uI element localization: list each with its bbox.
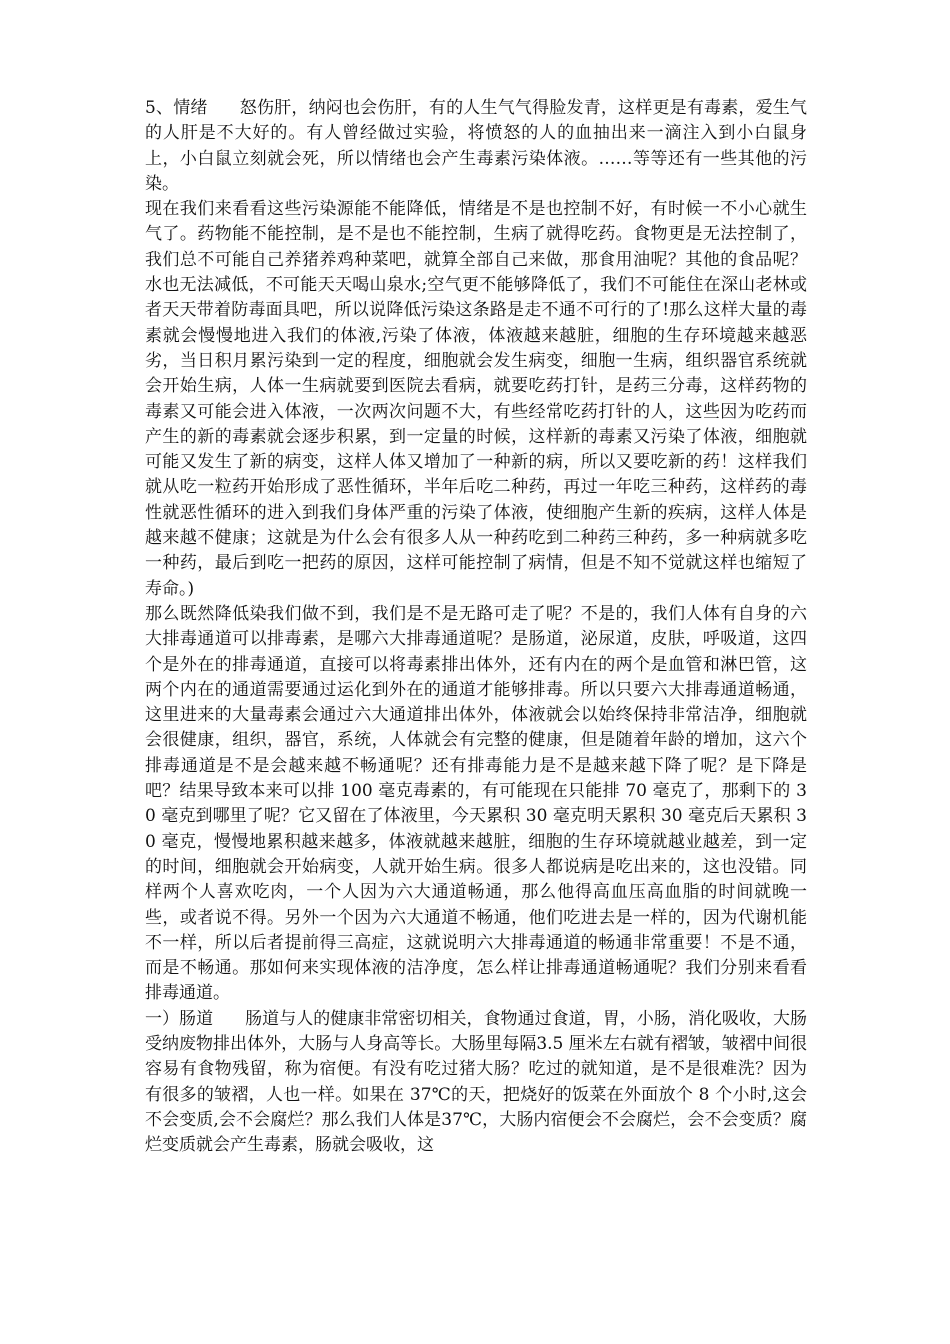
section-heading-intestine: 一）肠道 [145, 1008, 214, 1029]
paragraph-text: 肠道与人的健康非常密切相关，食物通过食道，胃，小肠，消化吸收，大肠受纳废物排出体外，大肠与人身高等长。大肠里每隔3.5 厘米左右就有褶皱，皱褶中间很容易有食物残留，称为宿便。有没有吃过猪大肠？吃过的就知道，是不是很难洗？因为有很多的皱褶，人也一样。如果在 37℃的天，把烧好的饭菜在外面放个 8 个小时,这会不会变质,会不会腐烂？那么我们人体是37℃，大肠内宿便会不会腐烂，会不会变质？腐烂变质就会产生毒素，肠就会吸收，这 [145, 1008, 807, 1156]
paragraph-emotion [145, 96, 807, 197]
paragraph-text: 那么既然降低染我们做不到，我们是不是无路可走了呢？不是的，我们人体有自身的六大排毒通道可以排毒素，是哪六大排毒通道呢？是肠道，泌尿道，皮肤，呼吸道，这四个是外在的排毒通道，直接可以将毒素排出体外，还有内在的两个是血管和淋巴管，这两个内在的通道需要通过运化到外在的通道才能够排毒。所以只要六大排毒通道畅通，这里进来的大量毒素会通过六大通道排出体外，体液就会以始终保持非常洁净，细胞就会很健康，组织，器官，系统，人体就会有完整的健康，但是随着年龄的增加，这六个排毒通道是不是会越来越不畅通呢？还有排毒能力是不是越来越下降了呢？是下降是吧？结果导致本来可以排 100 毫克毒素的，有可能现在只能排 70 毫克了，那剩下的 30 毫克到哪里了呢？它又留在了体液里，今天累积 30 毫克明天累积 30 毫克后天累积 30 毫克，慢慢地累积越来越多，体液就越来越脏，细胞的生存环境就越业越差，到一定的时间，细胞就会开始病变，人就开始生病。很多人都说病是吃出来的，这也没错。同样两个人喜欢吃肉，一个人因为六大通道畅通，那么他得高血压高血脂的时间就晚一些，或者说不得。另外一个因为六大通道不畅通，他们吃进去是一样的，因为代谢机能不一样，所以后者提前得三高症，这就说明六大排毒通道的畅通非常重要！不是不通，而是不畅通。那如何来实现体液的洁净度，怎么样让排毒通道畅通呢？我们分别来看看排毒通道。 [145, 603, 807, 1004]
document-page [145, 96, 807, 1158]
paragraph-text: 现在我们来看看这些污染源能不能降低，情绪是不是也控制不好，有时候一不小心就生气了。药物能不能控制，是不是也不能控制，生病了就得吃药。食物更是无法控制了，我们总不可能自己养猪养鸡种菜吧，就算全部自己来做，那食用油呢？其他的食品呢？水也无法减低，不可能天天喝山泉水;空气更不能够降低了，我们不可能住在深山老林或者天天带着防毒面具吧，所以说降低污染这条路是走不通不可行的了!那么这样大量的毒素就会慢慢地进入我们的体液,污染了体液，体液越来越脏，细胞的生存环境越来越恶劣，当日积月累污染到一定的程度，细胞就会发生病变，细胞一生病，组织器官系统就会开始生病，人体一生病就要到医院去看病，就要吃药打针，是药三分毒，这样药物的毒素又可能会进入体液，一次两次问题不大，有些经常吃药打针的人，这些因为吃药而产生的新的毒素就会逐步积累，到一定量的时候，这样新的毒素又污染了体液，细胞就可能又发生了新的病变，这样人体又增加了一种新的病，所以又要吃新的药！这样我们就从吃一粒药开始形成了恶性循环，半年后吃二种药，再过一年吃三种药，这样药的毒性就恶性循环的进入到我们身体严重的污染了体液，使细胞产生新的疾病，这样人体是越来越不健康；这就是为什么会有很多人从一种药吃到二种药三种药，多一种病就多吃一种药，最后到吃一把药的原因，这样可能控制了病情，但是不知不觉就这样也缩短了寿命。) [145, 199, 807, 599]
section-heading-emotion: 5、情绪 [145, 98, 208, 118]
paragraph-text: 怒伤肝，纳闷也会伤肝，有的人生气气得脸发青，这样更是有毒素，爱生气的人肝是不大好的。有人曾经做过实验，将愤怒的人的血抽出来一滴注入到小白鼠身上，小白鼠立刻就会死，所以情绪也会产生毒素污染体液。……等等还有一些其他的污染。 [145, 98, 807, 194]
paragraph-detox-channels [145, 602, 807, 1007]
paragraph-pollution-sources [145, 197, 807, 602]
paragraph-intestine [145, 1007, 807, 1159]
